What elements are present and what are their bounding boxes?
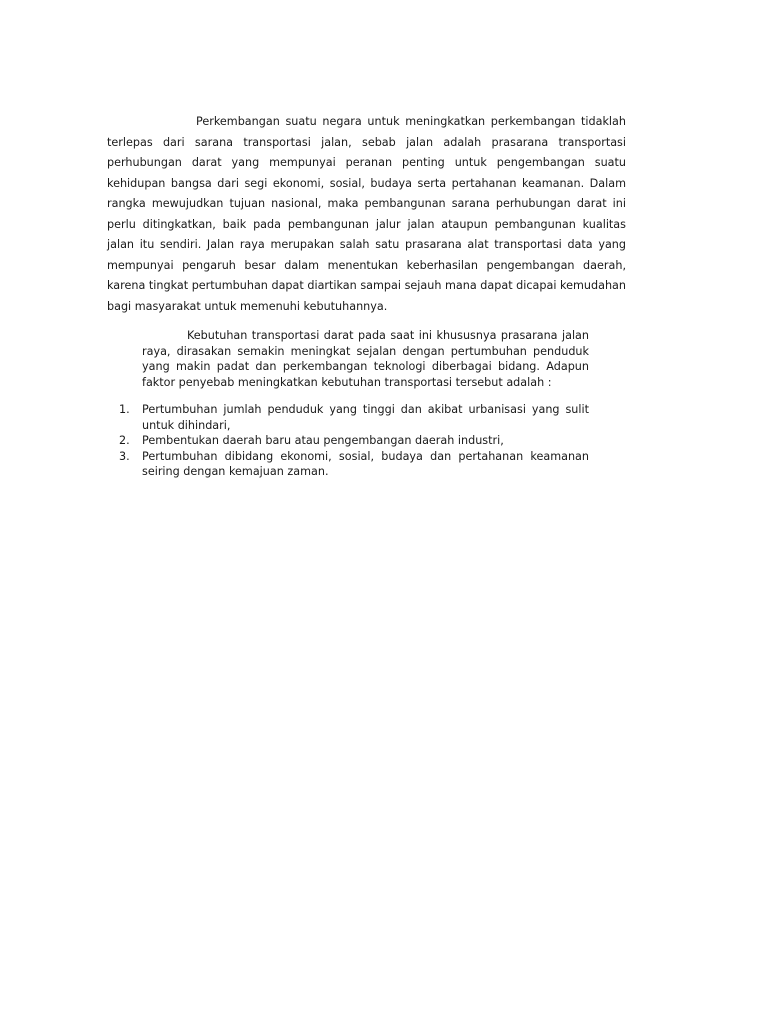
list-item-text: Pembentukan daerah baru atau pengembangan daerah industri, — [142, 434, 504, 448]
list-number: 2. — [119, 434, 130, 448]
list-item-text: Pertumbuhan dibidang ekonomi, sosial, budaya dan pertahanan keamanan seiring dengan kemajuan zaman. — [142, 449, 589, 479]
list-number: 1. — [119, 403, 130, 416]
paragraph-transport-development: Perkembangan suatu negara untuk meningkatkan perkembangan tidaklah terlepas dari sarana transportasi jalan, sebab jalan adalah prasarana transportasi perhubungan darat yang mempunyai peranan penting untuk pengembangan suatu kehidupan bangsa dari segi ekonomi, sosial, budaya serta pertahanan keamanan. Dalam rangka mewujudkan tujuan nasional, maka pembangunan sarana perhubungan darat ini perlu ditingkatkan, baik pada pembangunan jalur jalan ataupun pembangunan kualitas jalan itu sendiri. Jalan raya merupakan salah satu prasarana alat transportasi data yang mempunyai pengaruh besar dalam menentukan keberhasilan pengembangan daerah, karena tingkat pertumbuhan dapat diartikan sampai sejauh mana dapat dicapai kemudahan bagi masyarakat untuk memenuhi kebutuhannya. — [107, 115, 626, 313]
list-item — [119, 433, 589, 449]
list-number: 3. — [119, 449, 130, 463]
paragraph-transport-needs: Kebutuhan transportasi darat pada saat ini khususnya prasarana jalan raya, dirasakan semakin meningkat sejalan dengan pertumbuhan penduduk yang makin padat dan perkembangan teknologi diberbagai bidang. Adapun faktor penyebab meningkatkan kebutuhan transportasi tersebut adalah : — [142, 329, 589, 389]
list-item — [119, 402, 589, 433]
list-item-text: Pertumbuhan jumlah penduduk yang tinggi dan akibat urbanisasi yang sulit untuk dihindari, — [142, 403, 589, 432]
cause-list — [119, 402, 589, 480]
list-item — [119, 449, 589, 480]
